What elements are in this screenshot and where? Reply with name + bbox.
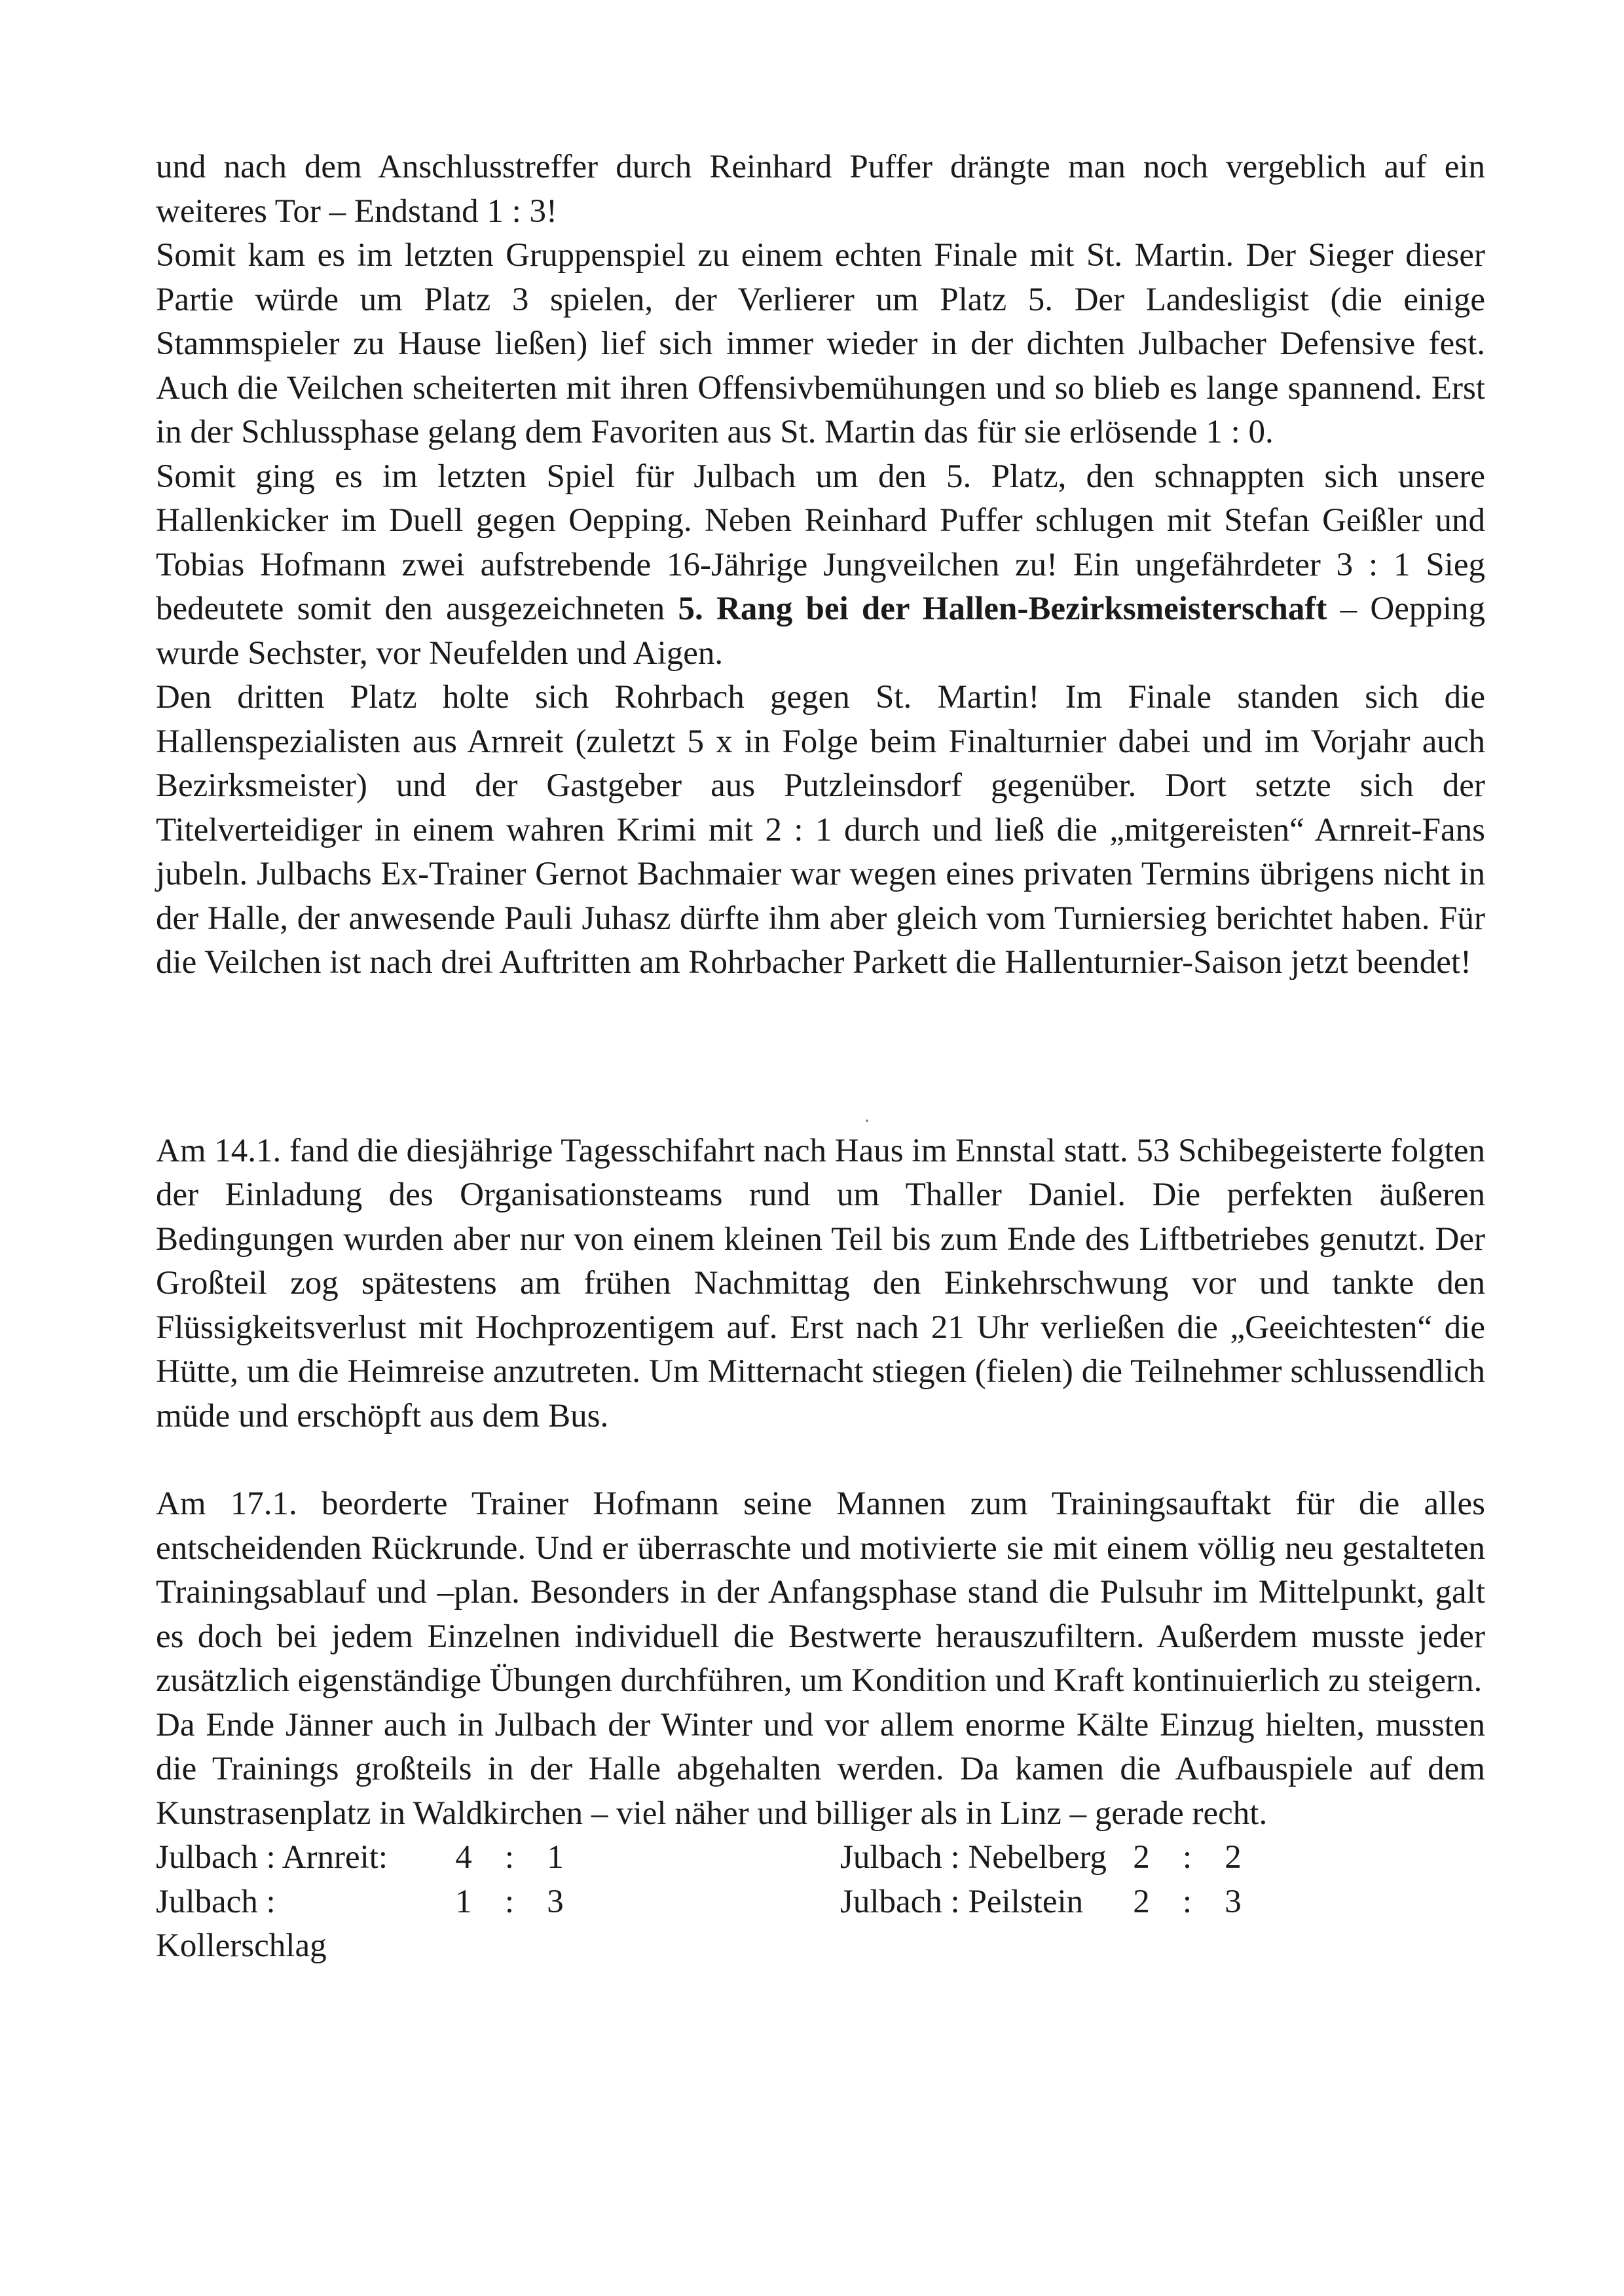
result-match: Julbach : Arnreit: (156, 1839, 388, 1876)
friendly-results (156, 1836, 1485, 1964)
result-away: 2 (1225, 1839, 1242, 1876)
result-match: Julbach : Nebelberg (840, 1839, 1107, 1876)
paragraph-fifth-place (156, 455, 1485, 676)
result-away: 3 (1225, 1883, 1242, 1920)
result-row (840, 1836, 1485, 1880)
result-home: 2 (1133, 1839, 1150, 1876)
result-row (840, 1880, 1485, 1925)
result-match: Julbach : Kollerschlag (156, 1883, 327, 1964)
results-column-right (840, 1836, 1485, 1924)
result-sep: : (504, 1839, 515, 1876)
result-home: 2 (1133, 1883, 1150, 1920)
paragraph-ski-trip: Am 14.1. fand die diesjährige Tagesschifahrt nach Haus im Ennstal statt. 53 Schibegeisterte folgten der Einladung des Organisationsteams rund um Thaller Daniel. Die perfekten äußeren Bedingungen wurden aber nur von einem kleinen Teil bis zum Ende des Liftbetriebes genutzt. Der Großteil zog spätestens am frühen Nachmittag den Einkehrschwung vor und tankte den Flüssigkeitsverlust mit Hochprozentigem auf. Erst nach 21 Uhr verließen die „Geeichtesten“ die Hütte, um die Heimreise anzutreten. Um Mitternacht stiegen (fielen) die Teilnehmer schlussendlich müde und erschöpft aus dem Bus. (156, 1132, 1485, 1434)
paragraph-group-final: Somit kam es im letzten Gruppenspiel zu einem echten Finale mit St. Martin. Der Sieger dieser Partie würde um Platz 3 spielen, der Verlierer um Platz 5. Der Landesligist (die einige Stammspieler zu Hause ließen) lief sich immer wieder in der dichten Julbacher Defensive fest. Auch die Veilchen scheiterten mit ihren Offensivbemühungen und so blieb es lange spannend. Erst in der Schlussphase gelang dem Favoriten aus St. Martin das für sie erlösende 1 : 0. (156, 237, 1485, 450)
section-spacer (156, 985, 1485, 1129)
paragraph-endstand: und nach dem Anschlusstreffer durch Reinhard Puffer drängte man noch vergeblich auf ein weiteres Tor – Endstand 1 : 3! (156, 149, 1485, 230)
scan-speck (866, 1120, 868, 1122)
result-home: 1 (455, 1883, 472, 1920)
paragraph-training-start: Am 17.1. beorderte Trainer Hofmann seine Mannen zum Trainingsauftakt für die alles entscheidenden Rückrunde. Und er überraschte und motivierte sie mit einem völlig neu gestalteten Trainingsablauf und –plan. Besonders in der Anfangsphase stand die Pulsuhr im Mittelpunkt, galt es doch bei jedem Einzelnen individuell die Bestwerte herauszufiltern. Außerdem musste jeder zusätzlich eigenständige Übungen durchführen, um Kondition und Kraft kontinuierlich zu steigern. (156, 1485, 1485, 1699)
paragraph-tournament-final: Den dritten Platz holte sich Rohrbach gegen St. Martin! Im Finale standen sich die Hallenspezialisten aus Arnreit (zuletzt 5 x in Folge beim Finalturnier dabei und im Vorjahr auch Bezirksmeister) und der Gastgeber aus Putzleinsdorf gegenüber. Dort setzte sich der Titelverteidiger in einem wahren Krimi mit 2 : 1 durch und ließ die „mitgereisten“ Arnreit-Fans jubeln. Julbachs Ex-Trainer Gernot Bachmaier war wegen eines privaten Termins übrigens nicht in der Halle, der anwesende Pauli Juhasz dürfte ihm aber gleich vom Turniersieg berichtet haben. Für die Veilchen ist nach drei Auftritten am Rohrbacher Parkett die Hallenturnier-Saison jetzt beendet! (156, 679, 1485, 981)
paragraph-text: – Oepping wurde Sechster, vor Neufelden und Aigen. (156, 591, 1485, 672)
paragraph-text: Somit ging es im letzten Spiel für Julbach um den 5. Platz, den schnappten sich unsere Hallenkicker im Duell gegen Oepping. Neben Reinhard Puffer schlugen mit Stefan Geißler und Tobias Hofmann zwei aufstrebende 16-Jährige Jungveilchen zu! Ein ungefährdeter 3 : 1 Sieg bedeutete somit den ausgezeichneten (156, 458, 1485, 627)
result-row (156, 1836, 840, 1880)
paragraph-winter-training: Da Ende Jänner auch in Julbach der Winter und vor allem enorme Kälte Einzug hielten, mussten die Trainings großteils in der Halle abgehalten werden. Da kamen die Aufbauspiele auf dem Kunstrasenplatz in Waldkirchen – viel näher und billiger als in Linz – gerade recht. (156, 1706, 1485, 1832)
result-sep: : (504, 1883, 515, 1920)
result-match: Julbach : Peilstein (840, 1883, 1084, 1920)
result-away: 3 (547, 1883, 564, 1920)
highlight-rank: 5. Rang bei der Hallen-Bezirksmeisterschaft (678, 591, 1327, 627)
result-home: 4 (455, 1839, 472, 1876)
section-spacer (156, 1438, 1485, 1482)
result-row (156, 1880, 840, 1964)
document-page (156, 145, 1485, 1964)
results-column-left (156, 1836, 840, 1964)
result-away: 1 (547, 1839, 564, 1876)
result-sep: : (1182, 1839, 1192, 1876)
result-sep: : (1182, 1883, 1192, 1920)
